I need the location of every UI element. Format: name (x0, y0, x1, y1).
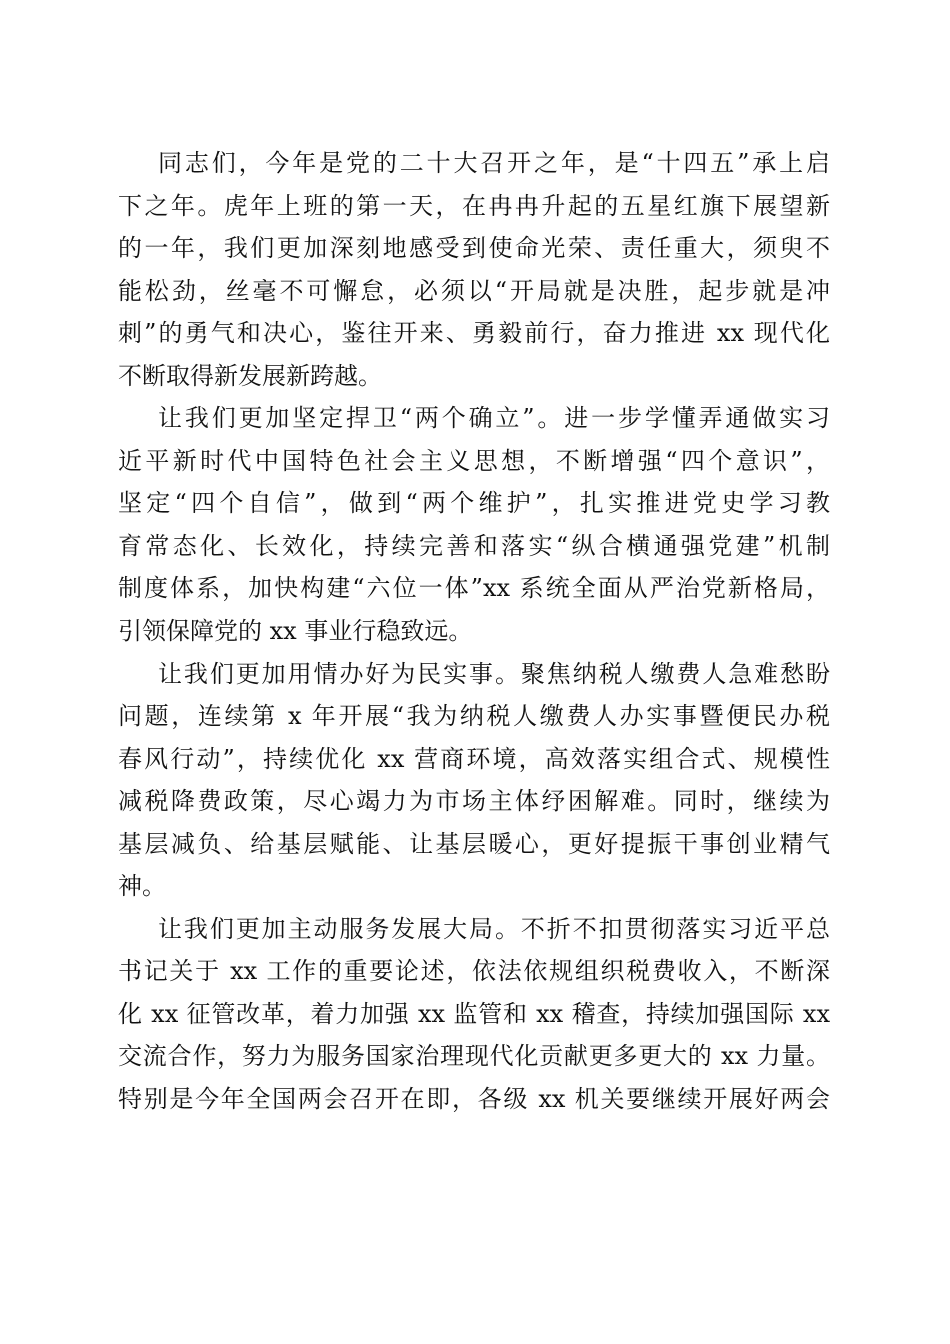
paragraph-3-line-3: 春风行动”，持续优化 xx 营商环境，高效落实组合式、规模性 (118, 744, 830, 773)
paragraph-1-line-6: 不断取得新发展新跨越。 (118, 361, 382, 390)
paragraph-2-line-5: 制度体系，加快构建“六位一体”xx 系统全面从严治党新格局， (118, 574, 830, 603)
paragraph-2-line-4: 育常态化、长效化，持续完善和落实“纵合横通强党建”机制 (118, 531, 830, 560)
paragraph-2-line-2: 近平新时代中国特色社会主义思想，不断增强“四个意识”， (118, 446, 830, 475)
paragraph-4-line-5: 特别是今年全国两会召开在即，各级 xx 机关要继续开展好两会 (118, 1085, 830, 1114)
paragraph-4-line-4: 交流合作，努力为服务国家治理现代化贡献更多更大的 xx 力量。 (118, 1042, 830, 1071)
paragraph-2-line-6: 引领保障党的 xx 事业行稳致远。 (118, 617, 473, 646)
paragraph-2-line-1: 让我们更加坚定捍卫“两个确立”。进一步学懂弄通做实习 (158, 404, 830, 433)
paragraph-3-line-5: 基层减负、给基层赋能、让基层暖心，更好提振干事创业精气 (118, 829, 830, 858)
paragraph-1-line-3: 的一年，我们更加深刻地感受到使命光荣、责任重大，须臾不 (118, 234, 830, 263)
paragraph-2-line-3: 坚定“四个自信”，做到“两个维护”，扎实推进党史学习教 (118, 489, 830, 518)
paragraph-3-line-6: 神。 (118, 872, 166, 901)
paragraph-3-line-4: 减税降费政策，尽心竭力为市场主体纾困解难。同时，继续为 (118, 787, 830, 816)
paragraph-1-line-5: 刺”的勇气和决心，鉴往开来、勇毅前行，奋力推进 xx 现代化 (118, 319, 830, 348)
paragraph-4-line-3: 化 xx 征管改革，着力加强 xx 监管和 xx 稽查，持续加强国际 xx (118, 999, 830, 1028)
document-body (118, 142, 830, 1121)
paragraph-4-line-1: 让我们更加主动服务发展大局。不折不扣贯彻落实习近平总 (158, 914, 830, 943)
paragraph-1-line-2: 下之年。虎年上班的第一天，在冉冉升起的五星红旗下展望新 (118, 191, 830, 220)
paragraph-1-line-4: 能松劲，丝毫不可懈怠，必须以“开局就是决胜，起步就是冲 (118, 276, 830, 305)
paragraph-3-line-1: 让我们更加用情办好为民实事。聚焦纳税人缴费人急难愁盼 (158, 659, 830, 688)
paragraph-1-line-1: 同志们，今年是党的二十大召开之年，是“十四五”承上启 (158, 149, 830, 177)
paragraph-3-line-2: 问题，连续第 x 年开展“我为纳税人缴费人办实事暨便民办税 (118, 702, 830, 731)
paragraph-4-line-2: 书记关于 xx 工作的重要论述，依法依规组织税费收入，不断深 (118, 957, 830, 986)
